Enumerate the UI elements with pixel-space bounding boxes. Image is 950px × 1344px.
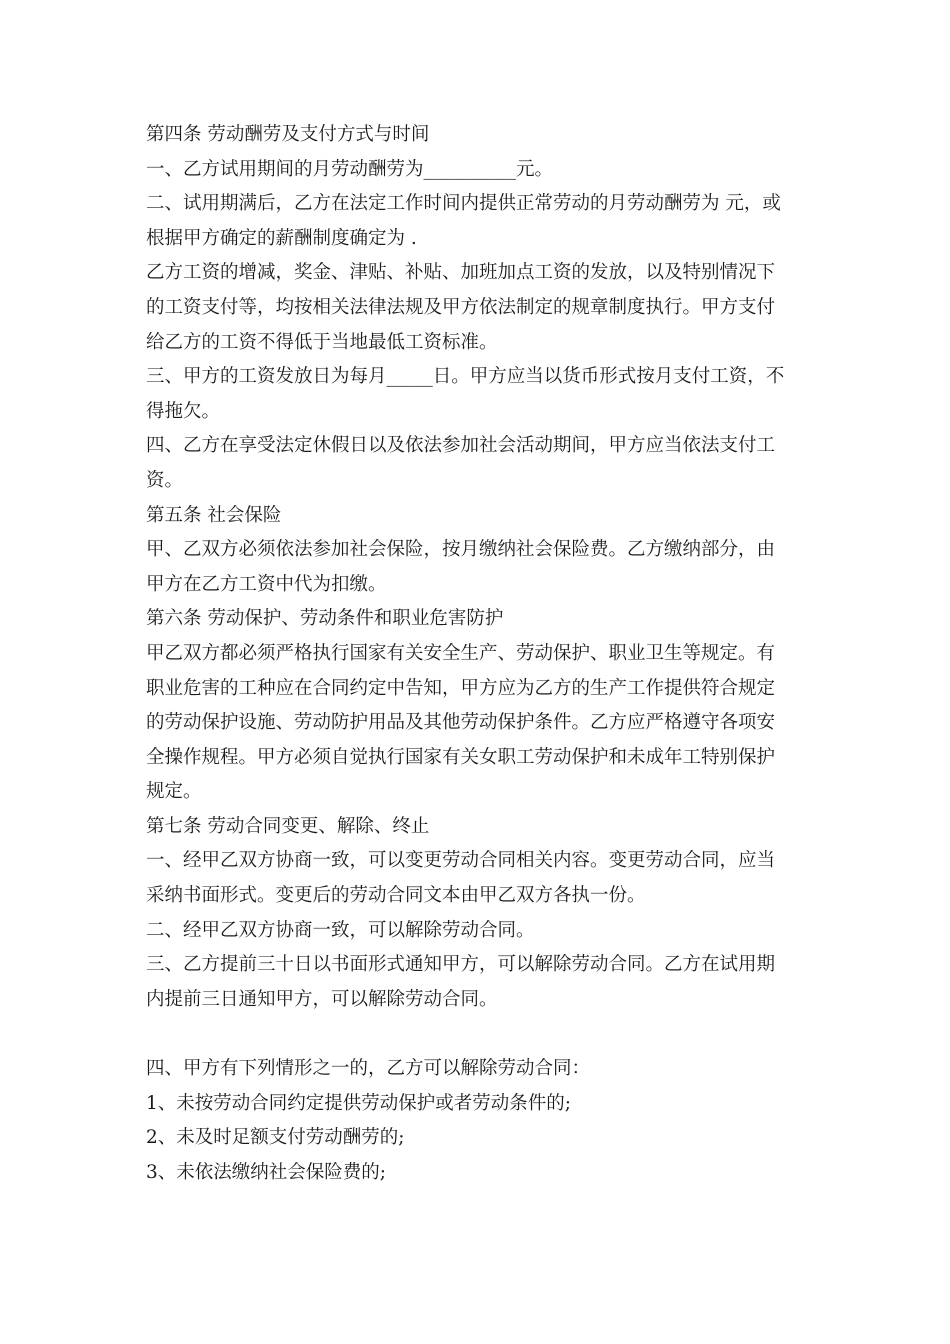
- blank-line: [146, 1017, 806, 1052]
- text-line: 给乙方的工资不得低于当地最低工资标准。: [146, 331, 498, 353]
- list-item: 2、未及时足额支付劳动酬劳的;: [146, 1127, 405, 1149]
- text-line: 甲、乙双方必须依法参加社会保险，按月缴纳社会保险费。乙方缴纳部分，由: [146, 539, 776, 561]
- text-line: 规定。: [146, 781, 202, 803]
- text-line: 全操作规程。甲方必须自觉执行国家有关女职工劳动保护和未成年工特别保护: [146, 746, 776, 768]
- list-item: 1、未按劳动合同约定提供劳动保护或者劳动条件的;: [146, 1092, 572, 1114]
- article-4-heading: 第四条 劳动酬劳及支付方式与时间: [146, 124, 430, 145]
- text-line: 一、乙方试用期间的月劳动酬劳为__________元。: [146, 158, 554, 180]
- list-item: 3、未依法缴纳社会保险费的;: [146, 1161, 387, 1183]
- text-line: 采纳书面形式。变更后的劳动合同文本由甲乙双方各执一份。: [146, 885, 646, 907]
- text-line: 三、甲方的工资发放日为每月_____日。甲方应当以货币形式按月支付工资，不: [146, 366, 785, 388]
- article-7-heading: 第七条 劳动合同变更、解除、终止: [146, 815, 430, 837]
- text-line: 资。: [146, 469, 184, 491]
- article-6-heading: 第六条 劳动保护、劳动条件和职业危害防护: [146, 608, 504, 630]
- text-line: 内提前三日通知甲方，可以解除劳动合同。: [146, 988, 498, 1010]
- text-line: 的工资支付等，均按相关法律法规及甲方依法制定的规章制度执行。甲方支付: [146, 296, 776, 318]
- text-line: 得拖欠。: [146, 400, 221, 422]
- text-line: 的劳动保护设施、劳动防护用品及其他劳动保护条件。乙方应严格遵守各项安: [146, 712, 776, 734]
- text-line: 二、试用期满后，乙方在法定工作时间内提供正常劳动的月劳动酬劳为 元，或: [146, 193, 781, 215]
- text-line: 三、乙方提前三十日以书面形式通知甲方，可以解除劳动合同。乙方在试用期: [146, 954, 776, 976]
- text-line: 二、经甲乙双方协商一致，可以解除劳动合同。: [146, 919, 535, 941]
- text-line: 甲乙双方都必须严格执行国家有关安全生产、劳动保护、职业卫生等规定。有: [146, 642, 776, 664]
- text-line: 职业危害的工种应在合同约定中告知，甲方应为乙方的生产工作提供符合规定: [146, 677, 776, 699]
- text-line: 根据甲方确定的薪酬制度确定为 .: [146, 227, 417, 249]
- text-line: 四、乙方在享受法定休假日以及依法参加社会活动期间，甲方应当依法支付工: [146, 435, 776, 457]
- text-line: 甲方在乙方工资中代为扣缴。: [146, 573, 387, 595]
- text-line: 四、甲方有下列情形之一的，乙方可以解除劳动合同：: [146, 1058, 591, 1080]
- article-5-heading: 第五条 社会保险: [146, 504, 282, 526]
- text-line: 一、经甲乙双方协商一致，可以变更劳动合同相关内容。变更劳动合同，应当: [146, 850, 776, 872]
- document-page: [146, 118, 806, 1190]
- text-line: 乙方工资的增减，奖金、津贴、补贴、加班加点工资的发放，以及特别情况下: [146, 262, 776, 284]
